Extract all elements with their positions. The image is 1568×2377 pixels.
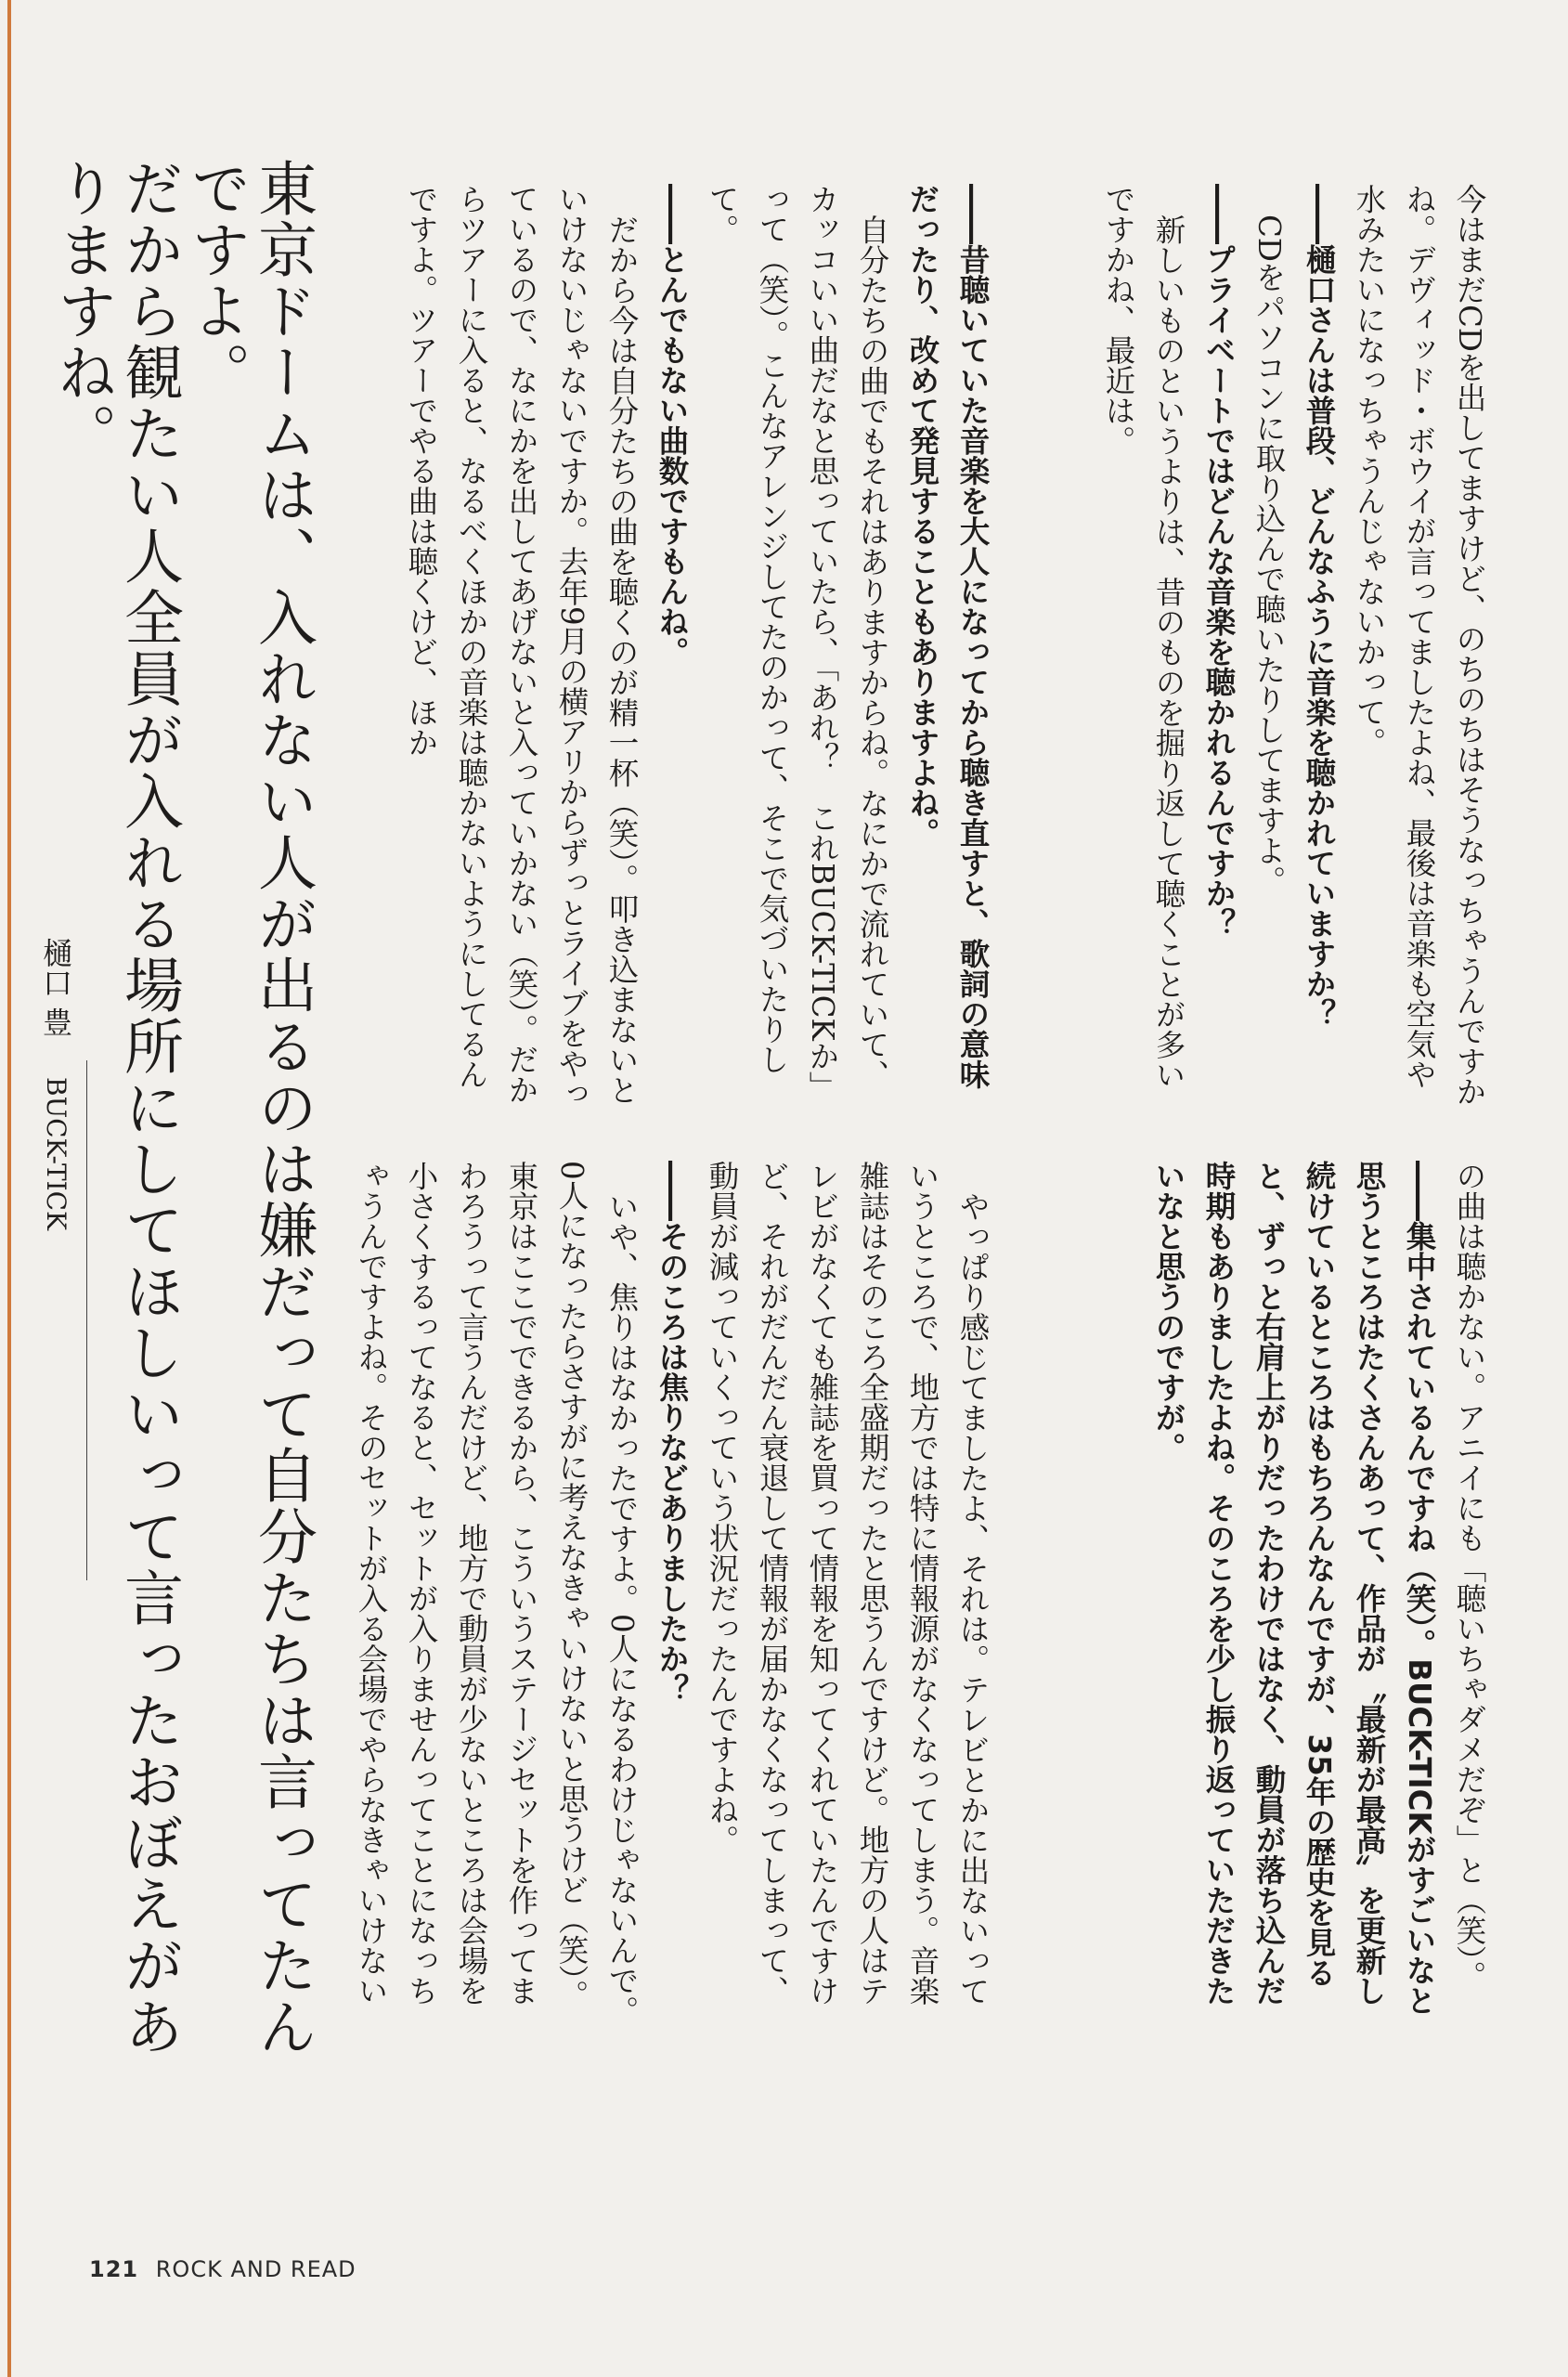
question-paragraph: ――プライベートではどんな音楽を聴かれるんですか？ bbox=[1201, 184, 1237, 939]
answer-paragraph: 新しいものというよりは、昔のものを掘り返して聴くことが多いですかね、最近は。 bbox=[1101, 184, 1186, 1089]
spine-edge bbox=[7, 0, 11, 2377]
pull-quote-line-1: 東京ドームは、入れない人が出るのは嫌だって自分たちは言ってたんですよ。 bbox=[181, 158, 317, 2058]
answer-paragraph: 自分たちの曲でもそれはありますからね。なにかで流れていて、カッコいい曲だなと思っていたら、「あれ？ これBUCK-TICKか」って（笑）。こんなアレンジしてたのかって、そこで気づいたりして。 bbox=[705, 184, 890, 1101]
answer-paragraph: の曲は聴かない。アニイにも「聴いちゃダメだぞ」と（笑）。 bbox=[1452, 1161, 1487, 1991]
answer-paragraph: 今はまだCDを出してますけど、のちのちはそうなっちゃうんですかね。デヴィッド・ボウイが言ってましたよね、最後は音楽も空気や水みたいになっちゃうんじゃないかって。 bbox=[1352, 184, 1487, 1107]
answer-paragraph: CDをパソコンに取り込んで聴いたりしてますよ。 bbox=[1251, 214, 1287, 895]
page-footer bbox=[89, 2256, 356, 2282]
question-paragraph: ――樋口さんは普段、どんなふうに音楽を聴かれていますか？ bbox=[1302, 184, 1337, 1029]
pull-quote-line-2: だから観たい人全員が入れる場所にしてほしいって言ったおぼえがありますね。 bbox=[47, 158, 183, 2058]
page-number: 121 bbox=[89, 2256, 139, 2282]
question-paragraph: ――とんでもない曲数ですもんね。 bbox=[654, 184, 690, 667]
text-column-2 bbox=[1030, 1161, 1495, 2033]
credit-divider bbox=[86, 1060, 87, 1580]
text-column-3 bbox=[404, 184, 998, 1112]
answer-paragraph: いや、焦りはなかったですよ。0人になるわけじゃないんで。0人になったらさすがに考えなきゃいけないと思うけど（笑）。東京はここでできるから、こういうステージセットを作ってまわろうって言うんだけど、地方で動員が少ないところは会場を小さくするってなると、セットが入りませんってことになっちゃうんですよね。そのセットが入る会場でやらなきゃいけない bbox=[354, 1161, 640, 2025]
credit-name: 樋口 豊 bbox=[38, 938, 73, 1037]
question-paragraph: ――昔聴いていた音楽を大人になってから聴き直すと、歌詞の意味だったり、改めて発見することもありますよね。 bbox=[905, 184, 991, 1089]
text-column-1 bbox=[1030, 184, 1495, 1112]
answer-paragraph: やっぱり感じてましたよ、それは。テレビとかに出ないっていうところで、地方では特に情報源がなくなってしまう。音楽雑誌はそのころ全盛期だったと思うんですけど。地方の人はテレビがなくても雑誌を買って情報を知ってくれていたんですけど、それがだんだん衰退して情報が届かなくなってしまって、動員が減っていくっていう状況だったんですよね。 bbox=[705, 1161, 991, 2006]
magazine-title: ROCK AND READ bbox=[155, 2256, 356, 2282]
credit-band: BUCK-TICK bbox=[41, 1077, 71, 1231]
answer-paragraph: だから今は自分たちの曲を聴くのが精一杯（笑）。叩き込まないといけないじゃないですか。去年9月の横アリからずっとライブをやっているので、なにかを出してあげないと入っていかない（笑）。だからツアーに入ると、なるべくほかの音楽は聴かないようにしてるんですよ。ツアーでやる曲は聴くけど、ほか bbox=[404, 184, 640, 1109]
question-paragraph: ――そのころは焦りなどありましたか？ bbox=[654, 1161, 690, 1704]
question-paragraph: ――集中されているんですね（笑）。BUCK-TICKがすごいなと思うところはたくさんあって、作品が〝最新が最高〟を更新し続けているところはもちろんなんですが、35年の歴史を見ると、ずっと右肩上がりだったわけではなく、動員が落ち込んだ時期もありましたよね。そのころを少し振り返っていただきたいなと思うのですが。 bbox=[1151, 1161, 1437, 2016]
text-column-4 bbox=[354, 1161, 998, 2033]
